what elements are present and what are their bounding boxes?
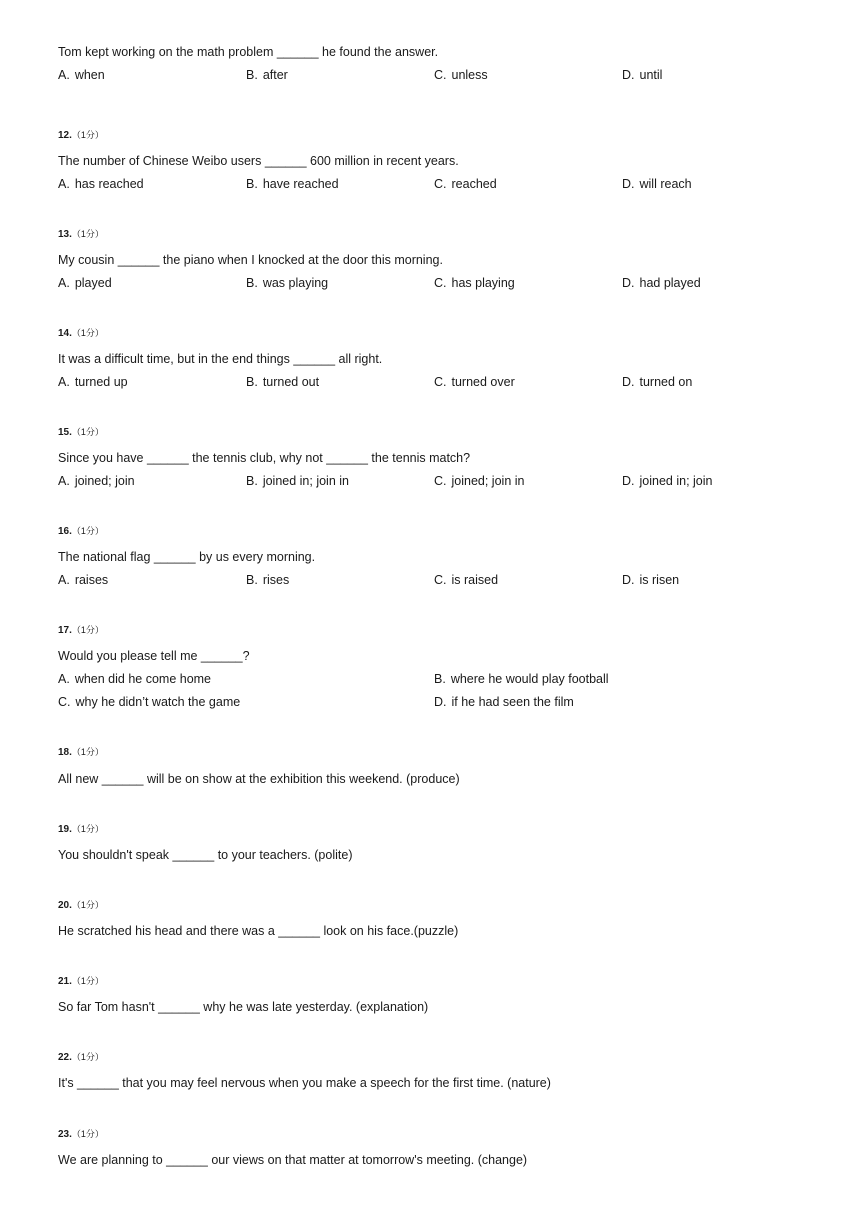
option-a: A. turned up	[58, 375, 128, 389]
option-c: C. has playing	[434, 276, 515, 290]
option-d: D. is risen	[622, 573, 680, 587]
question-number: 13.（1分）	[58, 229, 104, 240]
option-c: C. unless	[434, 68, 488, 82]
question-number: 15.（1分）	[58, 427, 104, 438]
question-number: 18.（1分）	[58, 747, 104, 758]
question-number: 17.（1分）	[58, 625, 104, 636]
option-d: D. turned on	[622, 375, 693, 389]
question-number: 21.（1分）	[58, 976, 104, 987]
option-d: D. if he had seen the film	[434, 695, 574, 709]
question-stem: It's ______ that you may feel nervous when you make a speech for the first time. (nature)	[58, 1076, 551, 1090]
option-a: A. raises	[58, 573, 109, 587]
option-c: C. reached	[434, 177, 497, 191]
question-stem: My cousin ______ the piano when I knocked at the door this morning.	[58, 253, 443, 267]
option-d: D. until	[622, 68, 663, 82]
question-stem: You shouldn't speak ______ to your teachers. (polite)	[58, 848, 353, 862]
option-b: B. was playing	[246, 276, 329, 290]
question-number: 22.（1分）	[58, 1052, 104, 1063]
question-stem: The national flag ______ by us every morning.	[58, 550, 316, 564]
option-b: B. turned out	[246, 375, 320, 389]
question-stem: Would you please tell me ______?	[58, 649, 250, 663]
option-d: D. will reach	[622, 177, 692, 191]
option-a: A. when did he come home	[58, 672, 212, 686]
question-stem: We are planning to ______ our views on that matter at tomorrow's meeting. (change)	[58, 1153, 528, 1167]
option-a: A. joined; join	[58, 474, 135, 488]
option-c: C. turned over	[434, 375, 515, 389]
option-d: D. joined in; join	[622, 474, 713, 488]
question-number: 16.（1分）	[58, 526, 104, 537]
option-c: C. why he didn’t watch the game	[58, 695, 241, 709]
question-stem: It was a difficult time, but in the end things ______ all right.	[58, 352, 383, 366]
option-c: C. is raised	[434, 573, 499, 587]
option-b: B. have reached	[246, 177, 339, 191]
question-stem: The number of Chinese Weibo users ______ 600 million in recent years.	[58, 154, 459, 168]
option-a: A. when	[58, 68, 105, 82]
option-b: B. rises	[246, 573, 290, 587]
question-stem: Tom kept working on the math problem ______ he found the answer.	[58, 45, 439, 59]
option-b: B. after	[246, 68, 288, 82]
option-b: B. joined in; join in	[246, 474, 349, 488]
option-a: A. has reached	[58, 177, 144, 191]
option-b: B. where he would play football	[434, 672, 609, 686]
question-number: 12.（1分）	[58, 130, 104, 141]
question-number: 19.（1分）	[58, 824, 104, 835]
option-d: D. had played	[622, 276, 701, 290]
question-number: 14.（1分）	[58, 328, 104, 339]
option-a: A. played	[58, 276, 112, 290]
question-stem: He scratched his head and there was a ______ look on his face.(puzzle)	[58, 924, 459, 938]
question-stem: Since you have ______ the tennis club, why not ______ the tennis match?	[58, 451, 471, 465]
question-stem: So far Tom hasn't ______ why he was late yesterday. (explanation)	[58, 1000, 429, 1014]
question-number: 23.（1分）	[58, 1129, 104, 1140]
question-stem: All new ______ will be on show at the exhibition this weekend. (produce)	[58, 772, 460, 786]
question-number: 20.（1分）	[58, 900, 104, 911]
option-c: C. joined; join in	[434, 474, 525, 488]
